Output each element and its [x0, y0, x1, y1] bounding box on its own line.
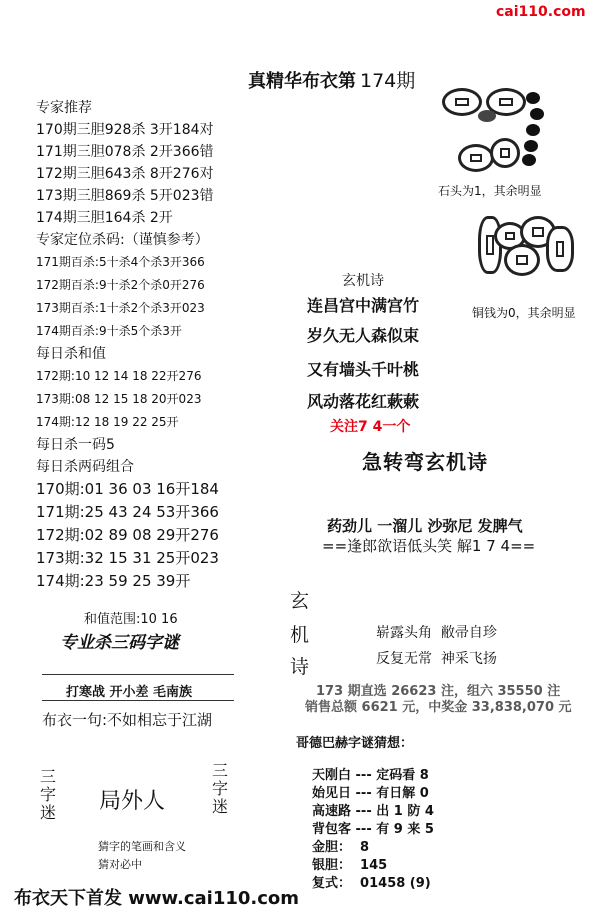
- daily-sum-row: 173期:08 12 15 18 20开023: [36, 392, 202, 406]
- sales-line: 173 期直选 26623 注，组六 35550 注: [316, 684, 561, 699]
- poem-attention: 关注7 4一个: [330, 419, 411, 435]
- expert-row: 170期三胆928杀 3开184对: [36, 122, 214, 138]
- riddle-note: 猜对必中: [98, 858, 142, 871]
- coin-icon: [504, 244, 540, 276]
- turn-line-2: ==逢郎欲语低头笑 解1 7 4==: [322, 537, 536, 555]
- daily-two-row: 174期:23 59 25 39开: [36, 572, 191, 590]
- riddle-left-label: 三字迷: [40, 767, 57, 822]
- expert-row: 173期三胆869杀 5开023错: [36, 188, 214, 204]
- stone-icon: [526, 92, 540, 104]
- goldbach-row: 金胆： 8: [312, 840, 370, 855]
- position-kill-row: 172期百杀:9十杀2个杀0开276: [36, 278, 205, 292]
- page-title: [248, 66, 415, 93]
- divider: [42, 700, 234, 701]
- position-kill-row: 171期百杀:5十杀4个杀3开366: [36, 255, 205, 269]
- position-kill-row: 173期百杀:1十杀2个杀3开023: [36, 301, 205, 315]
- coin-icon: [546, 226, 574, 272]
- stone-icon: [530, 108, 544, 120]
- daily-one-code: 每日杀一码5: [36, 437, 115, 453]
- turn-title: 急转弯玄机诗: [362, 450, 488, 474]
- goldbach-row: 复式： 01458 (9): [312, 876, 431, 891]
- poem-line: 岁久无人森似束: [307, 326, 420, 345]
- footer-text: 布衣天下首发 www.cai110.com: [14, 888, 300, 909]
- site-brand: cai110.com: [496, 4, 586, 20]
- coin-icon: [490, 138, 520, 168]
- coins-note: 铜钱为0，其余明显: [472, 306, 576, 320]
- stone-icon: [524, 140, 538, 152]
- goldbach-row: 高速路 --- 出 1 防 4: [312, 804, 434, 819]
- position-kill-heading: 专家定位杀码:（谨慎参考）: [36, 232, 209, 248]
- expert-row: 172期三胆643杀 8开276对: [36, 166, 214, 182]
- buyi-sentence: 布衣一句:不如相忘于江湖: [42, 711, 213, 729]
- poem-line: 风动落花红蔌蔌: [307, 392, 420, 411]
- daily-two-row: 173期:32 15 31 25开023: [36, 549, 219, 567]
- daily-sum-heading: 每日杀和值: [36, 346, 106, 362]
- goldbach-row: 天刚白 --- 定码看 8: [312, 768, 429, 783]
- riddle-answer: 局外人: [99, 789, 166, 814]
- riddle-note: 猜字的笔画和含义: [98, 840, 186, 853]
- daily-two-row: 170期:01 36 03 16开184: [36, 480, 219, 498]
- three-code-riddle-title: 专业杀三码字谜: [60, 633, 179, 653]
- title-text: 真精华布衣第: [248, 71, 356, 92]
- poem-title: 玄机诗: [342, 273, 384, 289]
- expert-heading: 专家推荐: [36, 100, 92, 116]
- xuanji-char: 诗: [290, 656, 310, 678]
- expert-row: 174期三胆164杀 2开: [36, 210, 173, 226]
- goldbach-row: 始见日 --- 有日解 0: [312, 786, 429, 801]
- goldbach-row: 背包客 --- 有 9 来 5: [312, 822, 434, 837]
- stone-icon: [526, 124, 540, 136]
- daily-sum-row: 174期:12 18 19 22 25开: [36, 415, 179, 429]
- coin-icon: [442, 88, 482, 116]
- stone-icon: [478, 110, 496, 122]
- daily-two-row: 172期:02 89 08 29开276: [36, 526, 219, 544]
- coin-icon: [458, 144, 494, 172]
- sum-range: 和值范围:10 16: [84, 612, 178, 627]
- poem-line: 又有墙头千叶桃: [307, 360, 420, 379]
- position-kill-row: 174期百杀:9十杀5个杀3开: [36, 324, 182, 338]
- xuanji-line: 反复无常 神采飞扬: [376, 651, 497, 667]
- sales-line: 销售总额 6621 元，中奖金 33,838,070 元: [305, 700, 572, 715]
- xuanji-line: 崭露头角 敝帚自珍: [376, 625, 497, 641]
- daily-sum-row: 172期:10 12 14 18 22开276: [36, 369, 202, 383]
- expert-row: 171期三胆078杀 2开366错: [36, 144, 214, 160]
- left-column: [36, 97, 219, 593]
- xuanji-char: 玄: [290, 590, 310, 612]
- title-issue: 174期: [360, 70, 416, 92]
- goldbach-heading: 哥德巴赫字谜猜想：: [296, 736, 414, 751]
- goldbach-row: 银胆： 145: [312, 858, 388, 873]
- stone-icon: [522, 154, 536, 166]
- turn-line-1: 药劲儿 一溜儿 沙弥尼 发脾气: [327, 517, 523, 535]
- hint-line: 打寒战 开小差 毛南族: [66, 685, 193, 700]
- xuanji-char: 机: [290, 624, 310, 646]
- daily-two-row: 171期:25 43 24 53开366: [36, 503, 219, 521]
- stones-note: 石头为1，其余明显: [438, 184, 542, 198]
- divider: [42, 674, 234, 675]
- poem-line: 连昌宫中满宫竹: [307, 296, 420, 315]
- daily-two-heading: 每日杀两码组合: [36, 459, 134, 475]
- riddle-right-label: 三字迷: [212, 761, 229, 816]
